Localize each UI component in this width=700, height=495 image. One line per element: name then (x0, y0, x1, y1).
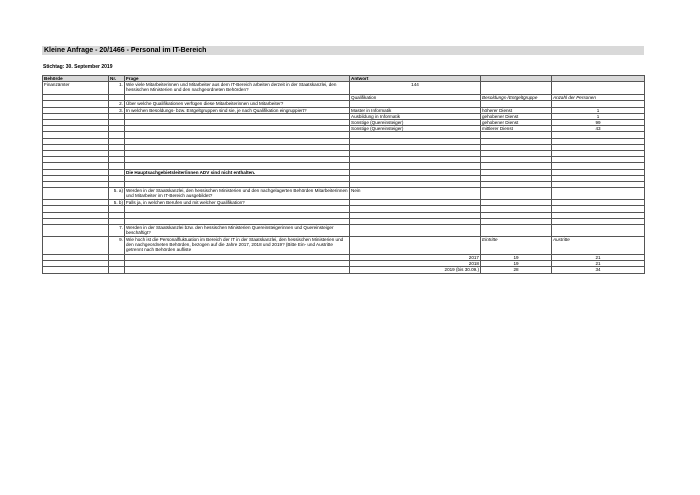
answer-table (42, 75, 645, 274)
person-count-cell: 1 (552, 107, 645, 113)
answer-cell: 144 (350, 82, 481, 95)
question-number: 9. (109, 236, 125, 254)
header-frage: Frage (125, 76, 350, 82)
document-title: Kleine Anfrage - 20/1466 - Personal im IT-Bereich (42, 46, 644, 55)
question-number: 3. (109, 107, 125, 113)
entries-cell: 19 (481, 261, 552, 267)
qualification-cell: Master in Informatik (350, 107, 481, 113)
question-number: 7. (109, 224, 125, 236)
exits-cell: 34 (552, 267, 645, 273)
header-behoerde: Behörde (43, 76, 109, 82)
table-row (43, 236, 645, 254)
qualification-header: Qualifikation (350, 95, 481, 101)
person-count-header: Anzahl der Personen (552, 95, 645, 101)
behoerde-cell: Finanzämter (43, 82, 109, 95)
person-count-cell: 43 (552, 126, 645, 132)
entries-cell: 28 (481, 267, 552, 273)
exits-cell: 21 (552, 261, 645, 267)
pay-grade-cell: höherer Dienst (481, 107, 552, 113)
qualification-cell: Ausbildung in Informatik (350, 113, 481, 119)
exits-header: Austritte (552, 236, 645, 254)
qualification-cell: Sonstige (Quereinsteiger) (350, 126, 481, 132)
answer-cell: Nein (350, 188, 481, 200)
question-text: Über welche Qualifikationen verfügen diese Mitarbeiterinnen und Mitarbeiter? (125, 101, 350, 107)
year-cell: 2017 (350, 254, 481, 260)
header-nr: Nr. (109, 76, 125, 82)
question-text: Werden in der Staatskanzlei, den hessischen Ministerien und den nachgelagerten Behörden Mitarbeiterinnen und Mitarbeiter im IT-Bereich ausgebildet? (126, 188, 348, 199)
pay-grade-cell: gehobener Dienst (481, 113, 552, 119)
qualification-cell: Sonstige (Quereinsteiger) (350, 120, 481, 126)
pay-grade-cell: mittlerer Dienst (481, 126, 552, 132)
table-row (43, 267, 645, 273)
entries-cell: 19 (481, 254, 552, 260)
year-cell: 2018 (350, 261, 481, 267)
question-text: In welchen Besoldungs- bzw. Entgeltgruppen sind sie, je nach Qualifikation eingruppiert? (125, 107, 350, 113)
table-row (43, 188, 645, 200)
question-text: Falls ja, in welchen Berufen und mit welcher Qualifikation? (125, 200, 350, 206)
note-text: Die Hauptsachgebietsleiter/innen ADV sind nicht enthalten. (125, 169, 350, 175)
question-number: 5. a) (109, 188, 125, 200)
question-number: 2. (109, 101, 125, 107)
table-row (43, 224, 645, 236)
entries-header: Eintritte (481, 236, 552, 254)
question-text: Wie hoch ist die Personalfluktuation im Bereich der IT in der Staatskanzlei, den hessischen Ministerien und den nachgeordneten Behörden, bezogen auf die Jahre 2017, 2018 und 2019? (Bitte Ein- und Austritte getrennt nach Behörden aufliste (125, 236, 350, 254)
question-number: 5. b) (109, 200, 125, 206)
year-cell: 2019 (bis 30.09.) (350, 267, 481, 273)
person-count-cell: 99 (552, 120, 645, 126)
pay-grade-cell: gehobener Dienst (481, 120, 552, 126)
pay-grade-header: Besoldungs-/Entgeltgruppe (481, 95, 552, 101)
reference-date: Stichtag: 30. September 2019 (43, 64, 113, 70)
exits-cell: 21 (552, 254, 645, 260)
header-antwort: Antwort (350, 76, 481, 82)
question-number: 1. (109, 82, 125, 95)
question-text: Werden in der Staatskanzlei bzw. den hessischen Ministerien Quereinsteigerinnen und Quereinsteiger beschäftigt? (125, 224, 350, 236)
table-row (43, 82, 645, 95)
question-text: Wie viele Mitarbeiterinnen und Mitarbeiter aus dem IT-Bereich arbeiten derzeit in der Staatskanzlei, den hessischen Ministerien und den nachgeordneten Behörden? (125, 82, 350, 95)
person-count-cell: 1 (552, 113, 645, 119)
